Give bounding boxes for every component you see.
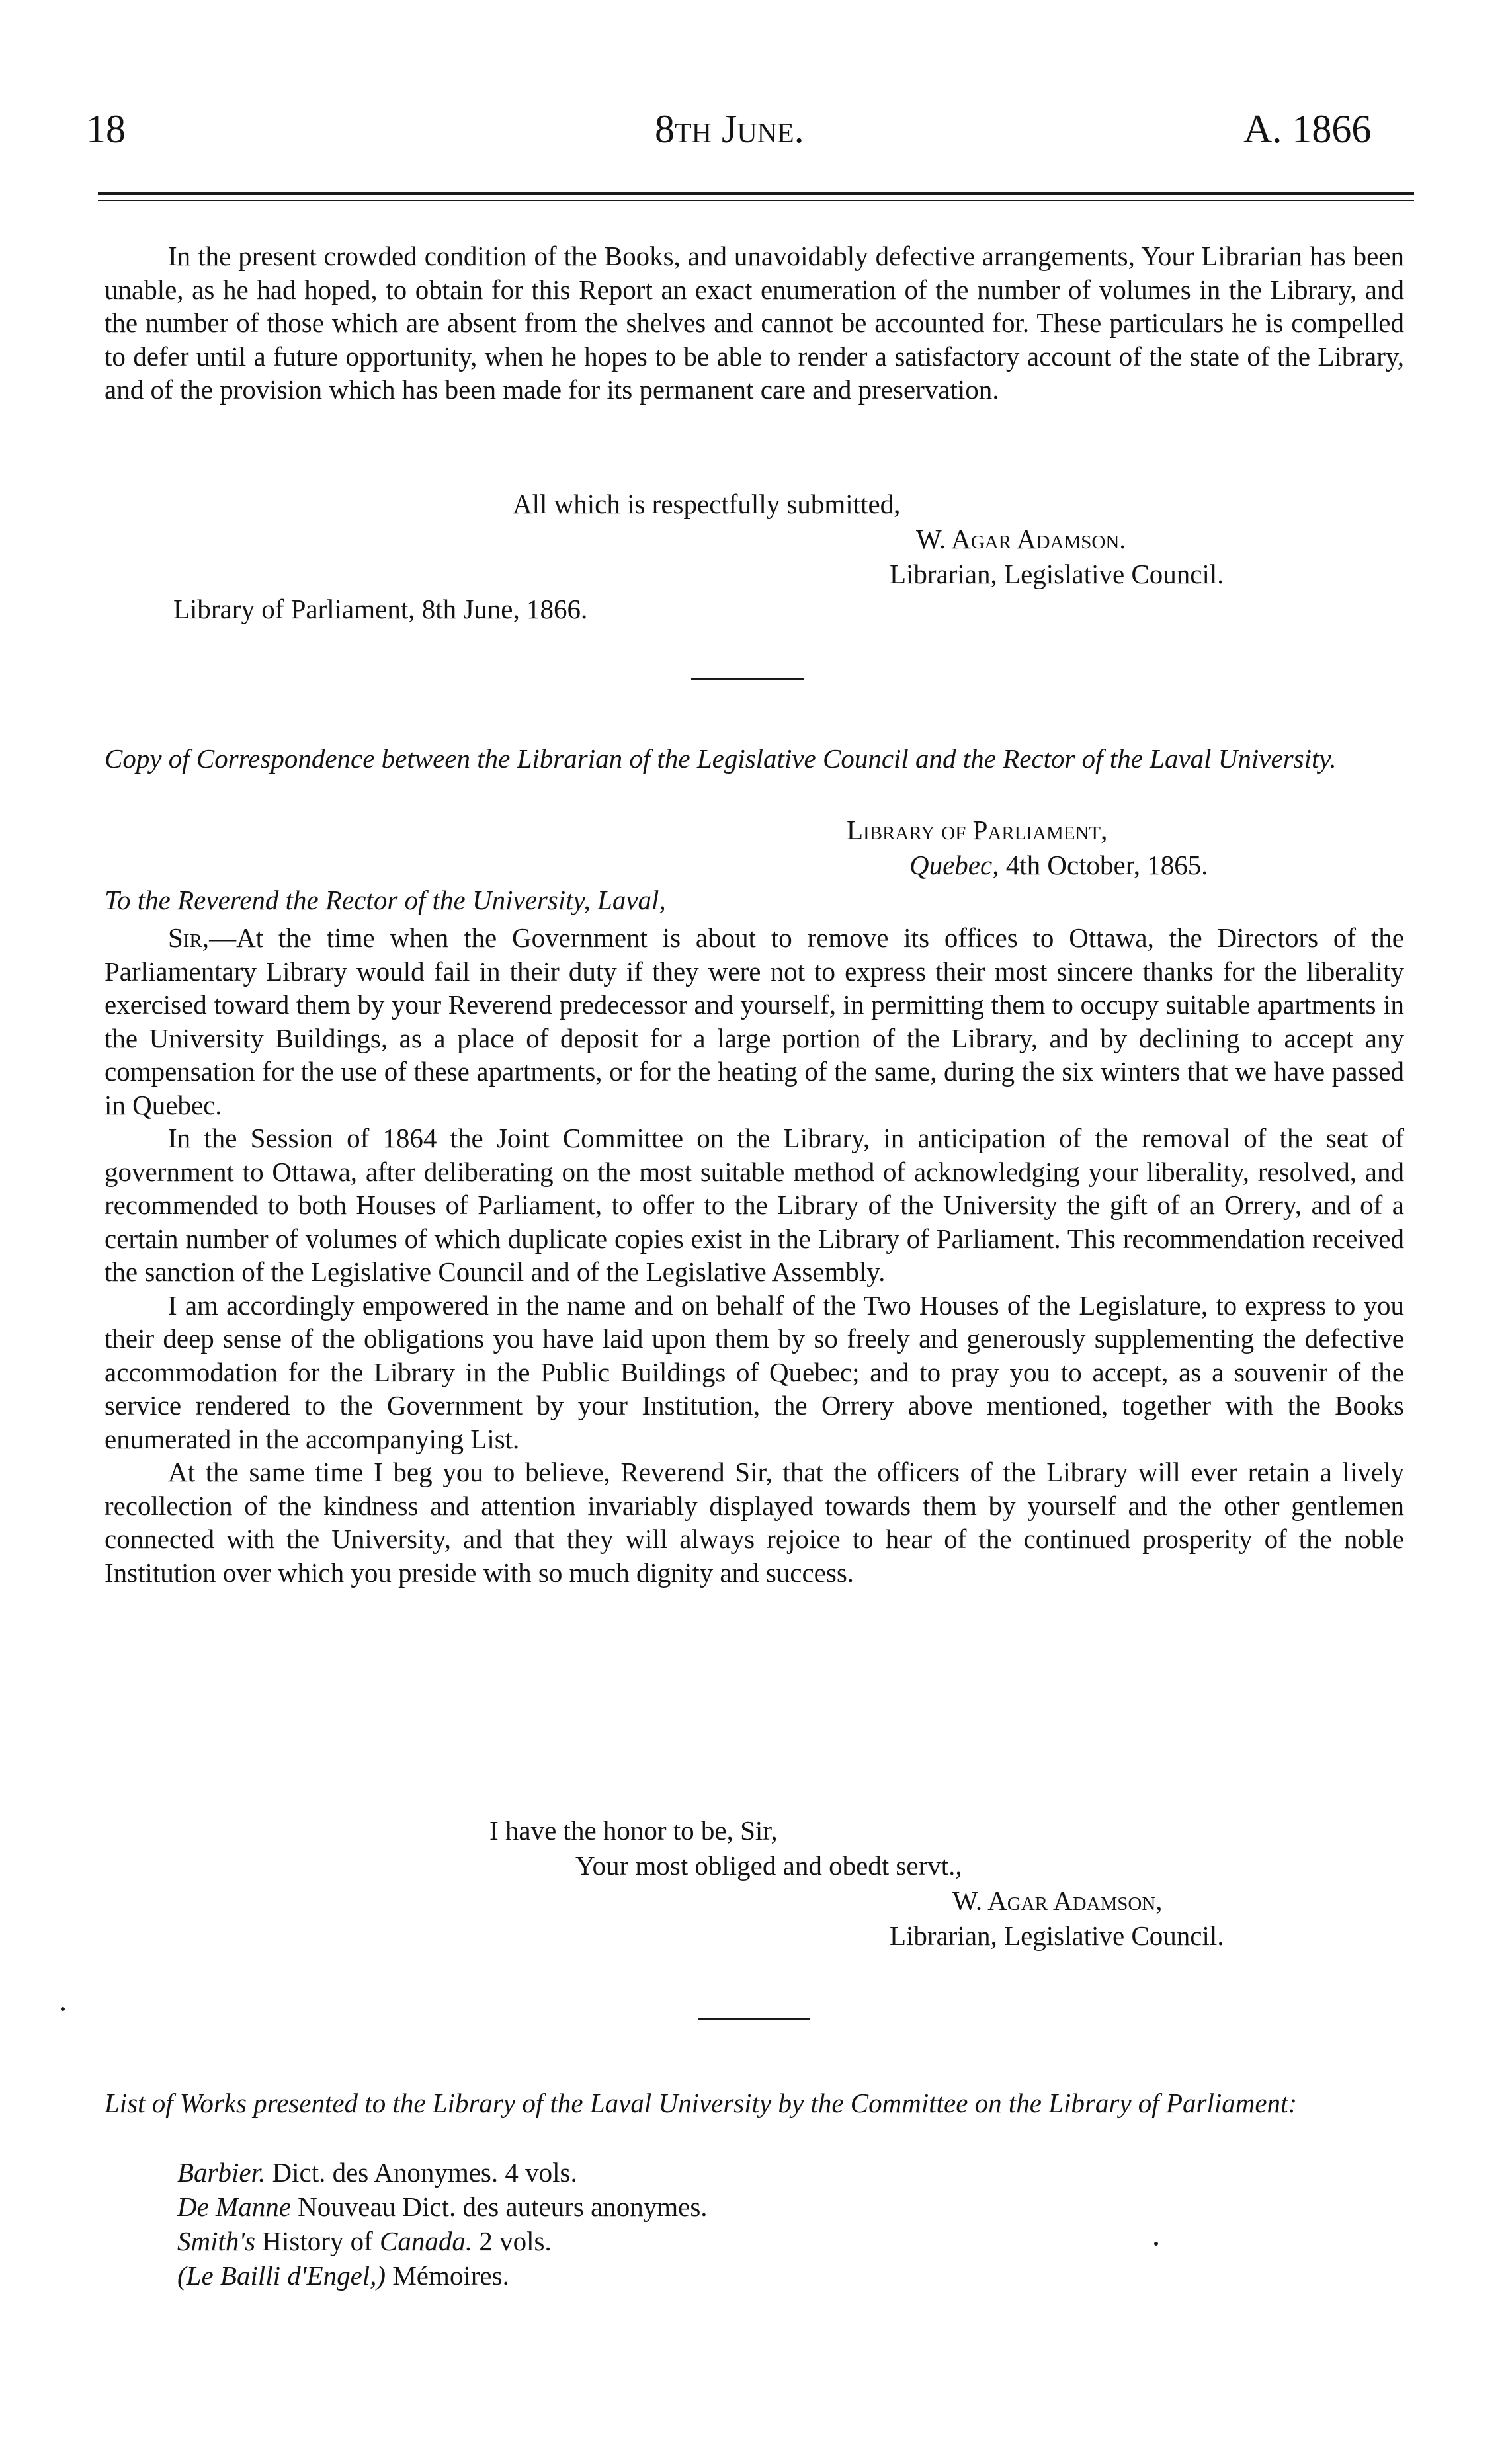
margin-speck-1 [61,2007,65,2011]
page-number: 18 [86,107,126,151]
letter-paragraph-2: In the Session of 1864 the Joint Committee on the Library, in anticipation of the removal of the seat of government to Ottawa, after deliberating on the most suitable method of acknowledging your liberality, resolved, and recommended to both Houses of Parliament, to offer to the Library of the University the gift of an Orrery, and of a certain number of volumes of which duplicate copies exist in the Library of Parliament. This recommendation received the sanction of the Legislative Council and of the Legislative Assembly. [105,1123,1404,1287]
list-item: (Le Bailli d'Engel,) Mémoires. [177,2260,509,2291]
sender-place: Quebec, [909,850,999,880]
report-paragraph: In the present crowded condition of the Books, and unavoidably defective arrangements, Your Librarian has been unable, as he had hoped, to obtain for this Report an exact enumeration of the number of volumes in the Library, and the number of those which are absent from the shelves and cannot be accounted for. These particulars he is compelled to defer until a future opportunity, when he hopes to be able to render a satisfactory account of the state of the Library, and of the provision which has been made for its permanent care and preservation. [105,241,1404,405]
letter-signatory: W. Agar Adamson, [952,1885,1163,1916]
running-head-year: A. 1866 [1243,107,1372,151]
report-place-date: Library of Parliament, 8th June, 1866. [173,594,588,624]
letter-paragraph-1 [105,921,1404,1122]
report-signatory-title: Librarian, Legislative Council. [890,559,1224,589]
list-item: Barbier. Dict. des Anonymes. 4 vols. [177,2157,577,2188]
margin-speck-2 [1154,2242,1158,2246]
header-rule-thick [98,192,1414,195]
letter-paragraph-3: I am accordingly empowered in the name and on behalf of the Two Houses of the Legislature, to express to you their deep sense of the obligations you have laid upon them by so freely and generously supplementing the defective accommodation for the Library in the Public Buildings of Quebec; and to pray you to accept, as a souvenir of the service rendered to the Government by your Institution, the Orrery above mentioned, together with the Books enumerated in the accompanying List. [105,1290,1404,1454]
section-separator-2 [698,2018,810,2020]
letter-body [105,921,1404,1589]
list-item: Smith's History of Canada. 2 vols. [177,2226,552,2256]
sender-date: 4th October, 1865. [1005,850,1208,880]
report-paragraph-block [105,239,1404,407]
correspondence-heading-block [105,742,1506,776]
letter-closing-2: Your most obliged and obedt servt., [575,1850,962,1881]
letter-signatory-title: Librarian, Legislative Council. [890,1920,1224,1951]
works-list-heading: List of Works presented to the Library of the Laval University by the Committee on the Library of Parliament: [105,2088,1298,2118]
sender-place-date [909,848,1208,882]
works-list-heading-block [105,2086,1506,2120]
report-closing: All which is respectfully submitted, [513,489,901,519]
running-head-date: 8th June. [655,107,804,151]
salutation: Sir, [168,923,210,953]
section-separator-1 [691,678,804,680]
report-signatory: W. Agar Adamson. [916,524,1126,554]
correspondence-heading: Copy of Correspondence between the Librarian of the Legislative Council and the Rector of the Laval University. [105,743,1337,774]
letter-closing-1: I have the honor to be, Sir, [489,1815,778,1846]
header-rule-thin [98,200,1414,201]
list-item: De Manne Nouveau Dict. des auteurs anonymes. [177,2192,708,2222]
letter-paragraph-4: At the same time I beg you to believe, Reverend Sir, that the officers of the Library will ever retain a lively recollection of the kindness and attention invariably displayed towards them by yourself and the other gentlemen connected with the University, and that they will always rejoice to hear of the continued prosperity of the noble Institution over which you preside with so much dignity and success. [105,1457,1404,1588]
sender-address: Library of Parliament, [847,815,1108,845]
addressee: To the Reverend the Rector of the University, Laval, [105,885,666,915]
letter-paragraph-1-text: —At the time when the Government is about to remove its offices to Ottawa, the Directors of the Parliamentary Library would fail in their duty if they were not to express their most sincere thanks for the liberality exercised toward them by your Reverend predecessor and yourself, in permitting them to occupy suitable apartments in the University Buildings, as a place of deposit for a large portion of the Library, and by declining to accept any compensation for the use of these apartments, or for the heating of the same, during the six winters that we have passed in Quebec. [105,923,1404,1120]
